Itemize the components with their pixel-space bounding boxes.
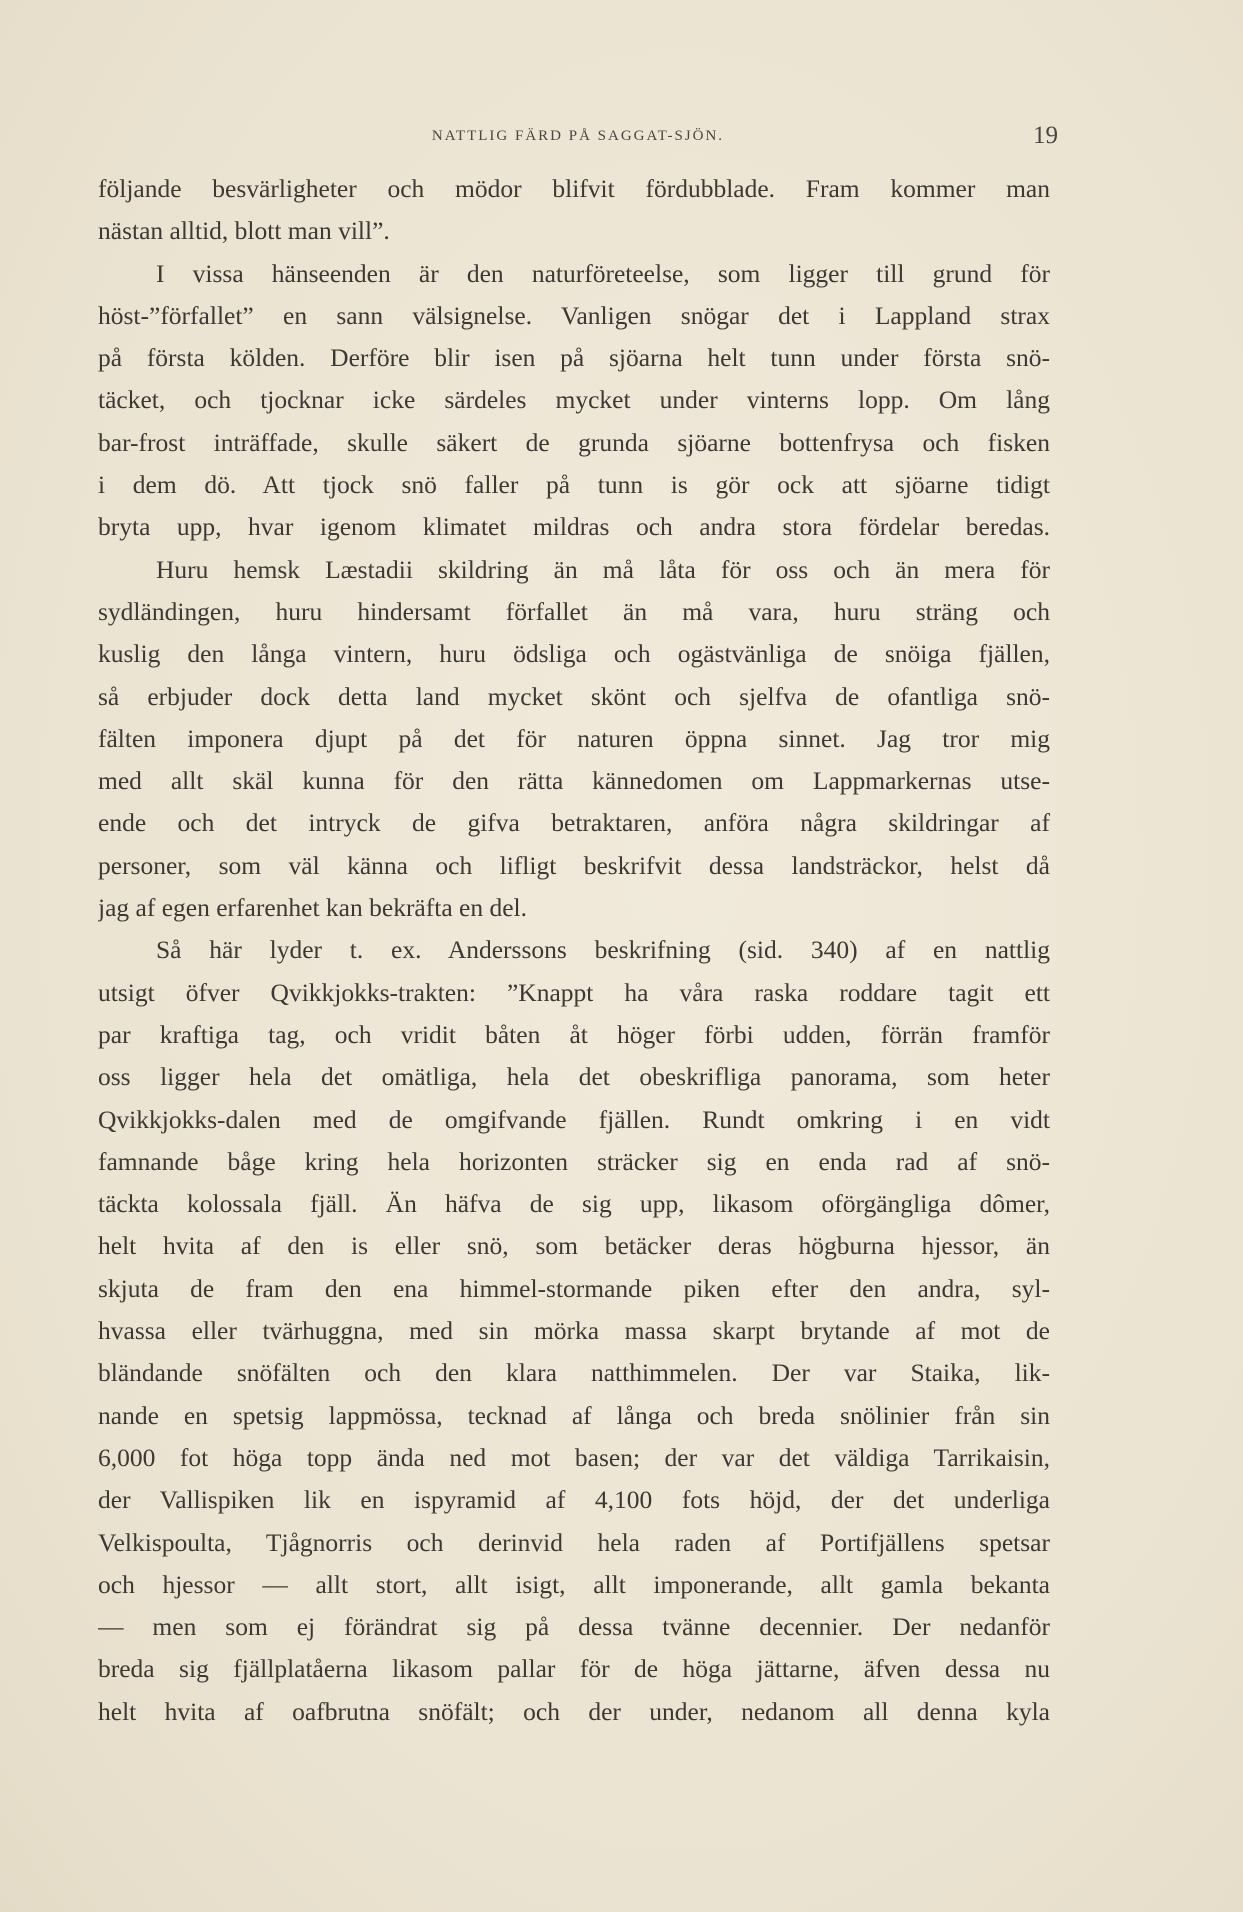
text-line: der Vallispiken lik en ispyramid af 4,100 fots höjd, der det underliga — [98, 1485, 1050, 1515]
running-head — [98, 122, 1058, 162]
text-line: oss ligger hela det omätliga, hela det obeskrifliga panorama, som heter — [98, 1062, 1050, 1092]
text-line: Qvikkjokks-dalen med de omgifvande fjällen. Rundt omkring i en vidt — [98, 1104, 1050, 1134]
text-line: sydländingen, huru hindersamt förfallet än må vara, huru sträng och — [98, 596, 1050, 626]
text-line: utsigt öfver Qvikkjokks-trakten: ”Knappt ha våra raska roddare tagit ett — [98, 977, 1050, 1007]
text-line: skjuta de fram den ena himmel-stormande piken efter den andra, syl- — [98, 1273, 1050, 1303]
text-line: par kraftiga tag, och vridit båten åt höger förbi udden, förrän framför — [98, 1019, 1050, 1049]
body-text — [98, 168, 1050, 1733]
text-line: helt hvita af den is eller snö, som betäcker deras högburna hjessor, än — [98, 1231, 1050, 1261]
text-line: famnande båge kring hela horizonten sträcker sig en enda rad af snö- — [98, 1146, 1050, 1176]
running-title: NATTLIG FÄRD PÅ SAGGAT-SJÖN. — [431, 128, 725, 144]
text-line: höst-”förfallet” en sann välsignelse. Vanligen snögar det i Lappland strax — [98, 300, 1050, 330]
text-line: och hjessor — allt stort, allt isigt, allt imponerande, allt gamla bekanta — [98, 1569, 1050, 1599]
text-line: kuslig den långa vintern, huru ödsliga och ogästvänliga de snöiga fjällen, — [98, 639, 1050, 669]
text-line: följande besvärligheter och mödor blifvit fördubblade. Fram kommer man — [98, 174, 1050, 203]
text-line: breda sig fjällplatåerna likasom pallar för de höga jättarne, äfven dessa nu — [98, 1654, 1050, 1684]
text-line: bryta upp, hvar igenom klimatet mildras och andra stora fördelar beredas. — [98, 512, 1050, 542]
text-line: på första kölden. Derföre blir isen på sjöarna helt tunn under första snö- — [98, 343, 1050, 373]
paragraph-start-line: Huru hemsk Læstadii skildring än må låta för oss och än mera för — [156, 554, 1050, 584]
text-line: 6,000 fot höga topp ända ned mot basen; der var det väldiga Tarrikaisin, — [98, 1442, 1050, 1472]
text-line: med allt skäl kunna för den rätta kännedomen om Lappmarkernas utse- — [98, 766, 1050, 796]
text-line: — men som ej förändrat sig på dessa tvänne decennier. Der nedanför — [98, 1612, 1050, 1642]
text-line: ende och det intryck de gifva betraktaren, anföra några skildringar af — [98, 808, 1050, 838]
text-line: i dem dö. Att tjock snö faller på tunn is gör ock att sjöarne tidigt — [98, 470, 1050, 500]
text-line: Velkispoulta, Tjågnorris och derinvid hela raden af Portifjällens spetsar — [98, 1527, 1050, 1557]
text-line: personer, som väl känna och lifligt beskrifvit dessa landsträckor, helst då — [98, 850, 1050, 880]
text-line: fälten imponera djupt på det för naturen öppna sinnet. Jag tror mig — [98, 723, 1050, 753]
paragraph-start-line: Så här lyder t. ex. Anderssons beskrifning (sid. 340) af en nattlig — [156, 935, 1050, 965]
text-line: täckta kolossala fjäll. Än häfva de sig upp, likasom oförgängliga dômer, — [98, 1189, 1050, 1219]
text-line: så erbjuder dock detta land mycket skönt och sjelfva de ofantliga snö- — [98, 681, 1050, 711]
text-line: jag af egen erfarenhet kan bekräfta en del. — [98, 893, 527, 923]
paragraph-start-line: I vissa hänseenden är den naturföreteelse, som ligger till grund för — [156, 258, 1050, 288]
text-line: nande en spetsig lappmössa, tecknad af långa och breda snölinier från sin — [98, 1400, 1050, 1430]
text-line: bar-frost inträffade, skulle säkert de grunda sjöarne bottenfrysa och fisken — [98, 427, 1050, 457]
page-number: 19 — [1033, 122, 1058, 149]
text-line: nästan alltid, blott man vill”. — [98, 216, 390, 246]
text-line: helt hvita af oafbrutna snöfält; och der under, nedanom all denna kyla — [98, 1696, 1050, 1726]
text-line: täcket, och tjocknar icke särdeles mycket under vinterns lopp. Om lång — [98, 385, 1050, 415]
text-line: hvassa eller tvärhuggna, med sin mörka massa skarpt brytande af mot de — [98, 1316, 1050, 1346]
text-line: bländande snöfälten och den klara natthimmelen. Der var Staika, lik- — [98, 1358, 1050, 1388]
